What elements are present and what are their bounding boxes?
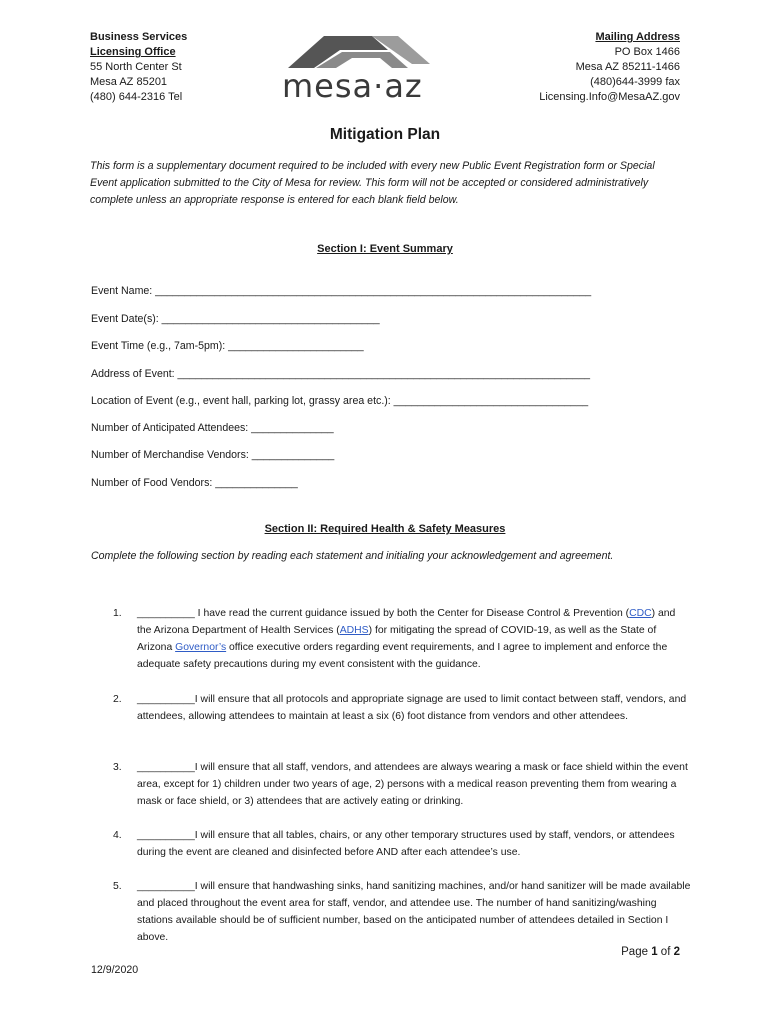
email-address: Licensing.Info@MesaAZ.gov <box>539 91 680 103</box>
item-text[interactable]: __________ I have read the current guidance issued by both the Center for Disease Control & Prevention (CDC) and the Arizona Department of Health Services (ADHS) for mitigating the spread of COVID-19, as well as the State of Arizona Governor’s office executive orders regarding event requirements, and I agree to implement and enforce the adequate safety precautions during my event consistent with the guidance. <box>137 608 676 670</box>
telephone: (480) 644-2316 Tel <box>90 91 183 103</box>
street-address: 55 North Center St <box>90 61 182 73</box>
event-name-field[interactable]: Event Name: __________________________________________________________________________ <box>91 285 592 297</box>
fax-number: (480)644-3999 fax <box>590 76 680 88</box>
city-address: Mesa AZ 85201 <box>90 76 168 88</box>
logo-wordmark: mesa·az <box>282 67 423 105</box>
event-address-field[interactable]: Address of Event: ______________________________________________________________________ <box>91 368 590 380</box>
section-2-instructions: Complete the following section by reading each statement and initialing your acknowledgement and agreement. <box>91 550 614 562</box>
item-text[interactable]: __________I will ensure that handwashing sinks, hand sanitizing machines, and/or hand sanitizer will be made available and placed throughout the event area for staff, vendor, and attendee use. The number of hand sanitizing/washing stations available should be of sufficient number, based on the anticipated number of attendees detailed in Section I above. <box>137 881 691 943</box>
header-contact-block <box>90 30 187 105</box>
list-item <box>91 878 691 946</box>
section-1-heading: Section I: Event Summary <box>317 243 453 255</box>
merchandise-vendors-field[interactable]: Number of Merchandise Vendors: ______________ <box>91 449 335 461</box>
page-title: Mitigation Plan <box>329 126 441 143</box>
item-number: 5. <box>113 881 122 892</box>
food-vendors-field[interactable]: Number of Food Vendors: ______________ <box>91 477 298 489</box>
mailing-address-block <box>539 30 680 105</box>
section-2-heading: Section II: Required Health & Safety Measures <box>264 523 506 535</box>
item-number: 1. <box>113 608 122 619</box>
mailing-address-heading: Mailing Address <box>595 31 680 43</box>
list-item <box>91 605 691 673</box>
footer-date: 12/9/2020 <box>91 964 139 976</box>
item-number: 4. <box>113 830 122 841</box>
mailing-city: Mesa AZ 85211-1466 <box>575 61 680 73</box>
list-item <box>91 827 691 861</box>
po-box: PO Box 1466 <box>614 46 680 58</box>
event-location-field[interactable]: Location of Event (e.g., event hall, parking lot, grassy area etc.): _________________________________ <box>91 395 589 407</box>
page-number: Page 1 of 2 <box>621 946 680 958</box>
cdc-link[interactable]: CDC <box>629 608 652 619</box>
office-name: Licensing Office <box>90 46 176 58</box>
item-text[interactable]: __________I will ensure that all protocols and appropriate signage are used to limit contact between staff, vendors, and attendees, allowing attendees to maintain at least a six (6) foot distance from vendors and other attendees. <box>137 694 687 722</box>
mesa-az-logo <box>280 28 440 108</box>
list-item <box>91 691 691 725</box>
event-time-field[interactable]: Event Time (e.g., 7am-5pm): _______________________ <box>91 340 364 352</box>
item-text[interactable]: __________I will ensure that all tables, chairs, or any other temporary structures used by staff, vendors, or attendees during the event are cleaned and disinfected before AND after each attendee’s use. <box>137 830 675 858</box>
anticipated-attendees-field[interactable]: Number of Anticipated Attendees: ______________ <box>91 422 334 434</box>
event-dates-field[interactable]: Event Date(s): _____________________________________ <box>91 313 380 325</box>
department-name: Business Services <box>90 31 188 43</box>
intro-paragraph: This form is a supplementary document required to be included with every new Public Event Registration form or Special Event application submitted to the City of Mesa for review. This form will not be accepted or considered administratively complete unless an appropriate response is entered for each blank field below. <box>90 160 655 206</box>
governors-link[interactable]: Governor’s <box>175 642 227 653</box>
adhs-link[interactable]: ADHS <box>339 625 369 636</box>
item-number: 2. <box>113 694 122 705</box>
item-number: 3. <box>113 762 122 773</box>
item-text[interactable]: __________I will ensure that all staff, vendors, and attendees are always wearing a mask or face shield within the event area, except for 1) children under two years of age, 2) persons with a medical reason preventing them from wearing a mask or face shield, or 3) attendees that are actively eating or drinking. <box>137 762 688 807</box>
list-item <box>91 759 691 810</box>
